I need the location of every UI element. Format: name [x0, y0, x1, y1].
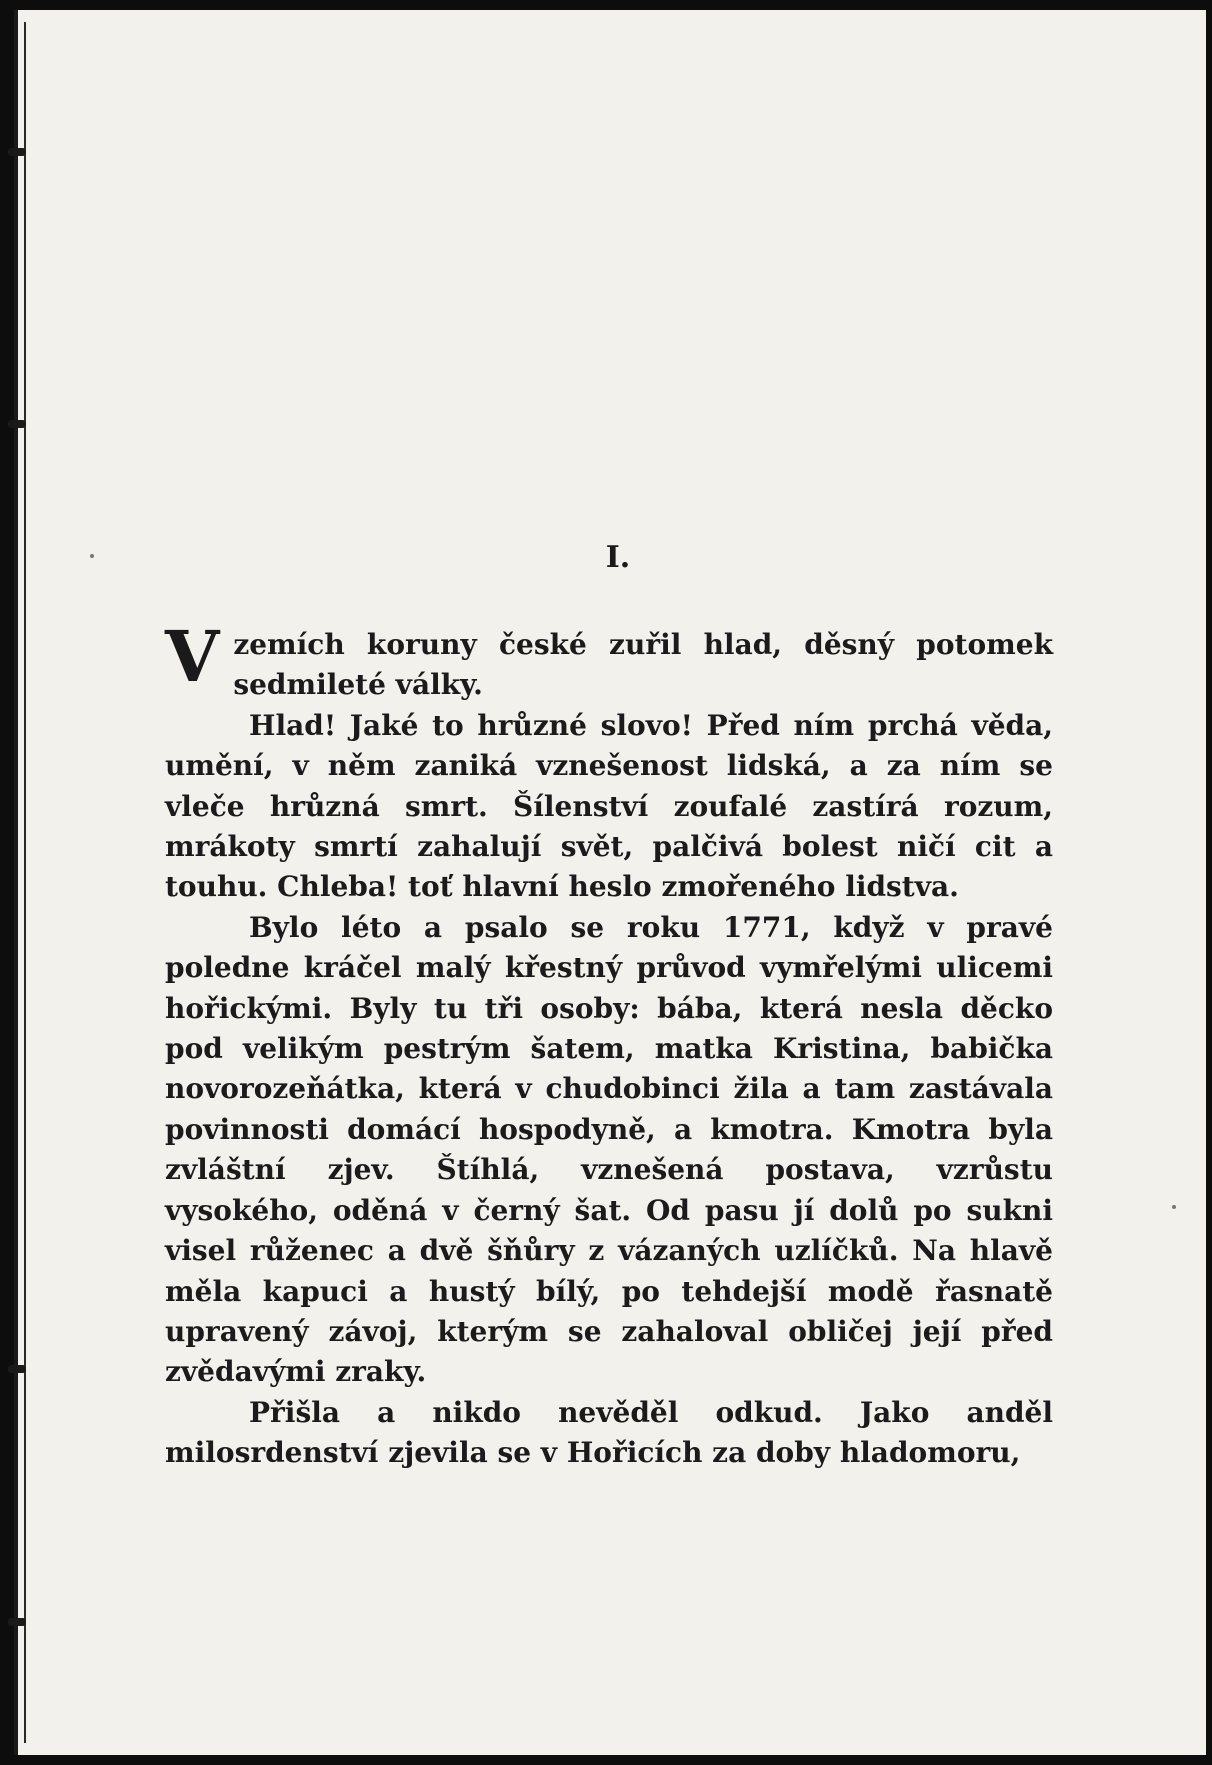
binding-mark	[8, 148, 26, 156]
paragraph-1	[165, 615, 1053, 706]
binding-mark	[8, 1365, 26, 1373]
chapter-number: I.	[605, 540, 631, 575]
binding-mark	[8, 420, 26, 428]
paragraph-3: Bylo léto a psalo se roku 1771, když v pravé poledne kráčel malý křestný průvod vymřelými ulicemi hořickými. Byly tu tři osoby: bába, která nesla děcko pod velikým pestrým šatem, matka Kristina, babička novorozeňátka, která v chudobinci žila a tam zastávala povinnosti domácí hospodyně, a kmotra. Kmotra byla zvláštní zjev. Štíhlá, vznešená postava, vzrůstu vysokého, oděná v černý šat. Od pasu jí dolů po sukni visel růženec a dvě šňůry z vázaných uzlíčků. Na hlavě měla kapuci a hustý bílý, po tehdejší modě řasnatě upravený závoj, kterým se zahaloval obličej její před zvědavými zraky.	[165, 910, 1053, 1389]
paragraph-2: Hlad! Jaké to hrůzné slovo! Před ním prchá věda, umění, v něm zaniká vznešenost lidská, a za ním se vleče hrůzná smrt. Šílenství zoufalé zastírá rozum, mrákoty smrtí zahalují svět, palčivá bolest ničí cit a touhu. Chleba! toť hlavní heslo zmořeného lidstva.	[165, 708, 1053, 904]
book-page	[14, 10, 1206, 1755]
body-text	[165, 615, 1053, 1474]
paragraph-1-text: zemích koruny české zuřil hlad, děsný potomek sedmileté války.	[233, 628, 1053, 702]
drop-cap: V	[165, 615, 220, 698]
binding-mark	[8, 1618, 26, 1626]
paper-speck	[1172, 1205, 1176, 1209]
page-edge-rule	[24, 22, 26, 1743]
paragraph-4: Přišla a nikdo nevěděl odkud. Jako anděl milosrdenství zjevila se v Hořicích za doby hladomoru,	[165, 1395, 1053, 1470]
